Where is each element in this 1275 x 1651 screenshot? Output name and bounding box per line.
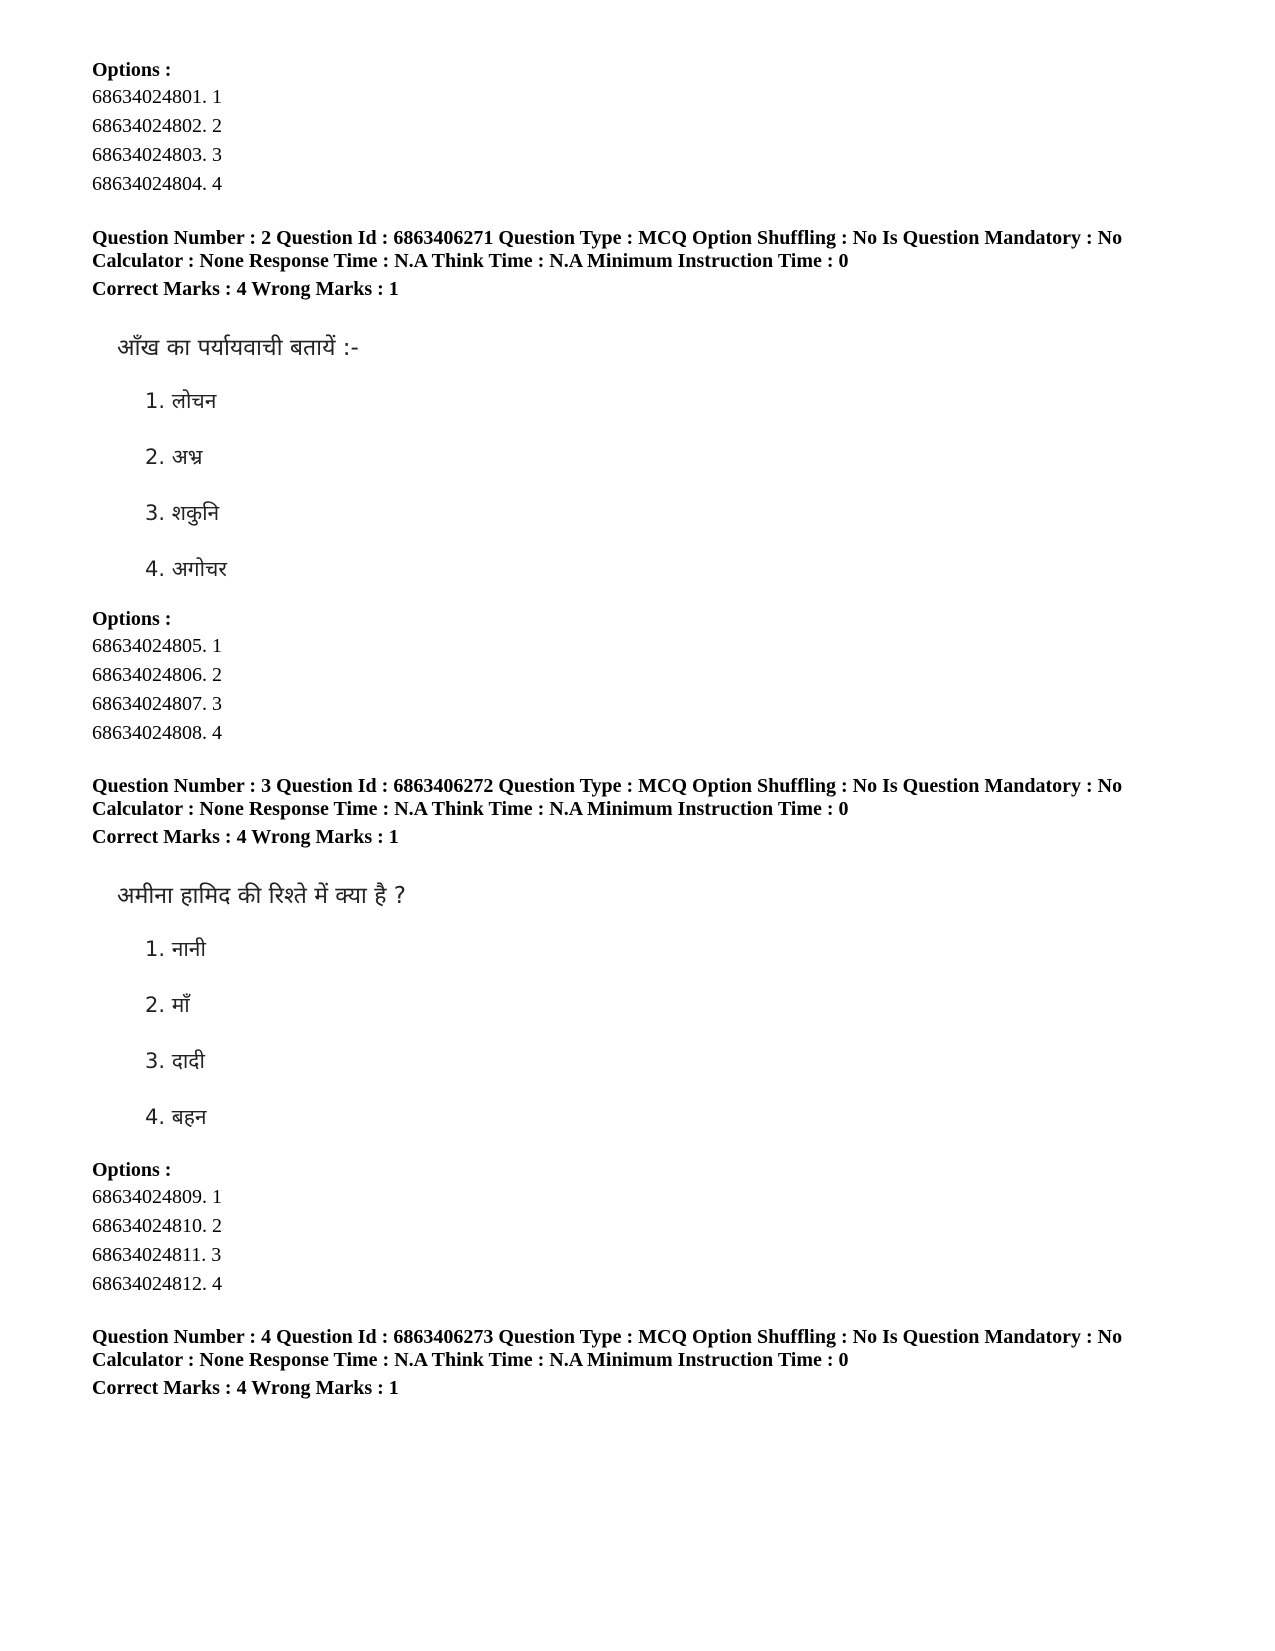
question-meta-line1: Question Number : 3 Question Id : 6863406272 Question Type : MCQ Option Shuffling : No Is Question Mandatory : No (92, 775, 1123, 797)
options-list (92, 1183, 222, 1299)
question-meta-line2: Calculator : None Response Time : N.A Think Time : N.A Minimum Instruction Time : 0 (92, 1349, 849, 1371)
option-id: 68634024806. 2 (92, 664, 222, 686)
question-meta-line1: Question Number : 2 Question Id : 6863406271 Question Type : MCQ Option Shuffling : No Is Question Mandatory : No (92, 227, 1123, 249)
option-id: 68634024801. 1 (92, 86, 222, 108)
question-meta-line1: Question Number : 4 Question Id : 6863406273 Question Type : MCQ Option Shuffling : No Is Question Mandatory : No (92, 1326, 1123, 1348)
question-meta-line2: Calculator : None Response Time : N.A Think Time : N.A Minimum Instruction Time : 0 (92, 250, 849, 272)
option-id: 68634024802. 2 (92, 115, 222, 137)
question-choice: 4. अगोचर (145, 557, 227, 581)
question-marks: Correct Marks : 4 Wrong Marks : 1 (92, 278, 399, 300)
question-choice: 2. अभ्र (145, 445, 203, 469)
options-heading: Options : (92, 1159, 172, 1181)
options-heading: Options : (92, 59, 172, 81)
question-marks: Correct Marks : 4 Wrong Marks : 1 (92, 1377, 399, 1399)
option-id: 68634024808. 4 (92, 722, 222, 744)
question-meta-line2: Calculator : None Response Time : N.A Think Time : N.A Minimum Instruction Time : 0 (92, 798, 849, 820)
option-id: 68634024811. 3 (92, 1244, 222, 1266)
question-choice: 1. नानी (145, 937, 206, 961)
options-list (92, 632, 222, 748)
option-id: 68634024804. 4 (92, 173, 222, 195)
question-choice: 1. लोचन (145, 389, 217, 413)
option-id: 68634024809. 1 (92, 1186, 222, 1208)
option-id: 68634024807. 3 (92, 693, 222, 715)
question-choice: 3. शकुनि (145, 501, 220, 525)
option-id: 68634024810. 2 (92, 1215, 222, 1237)
options-heading: Options : (92, 608, 172, 630)
option-id: 68634024803. 3 (92, 144, 222, 166)
question-choice: 2. माँ (145, 993, 190, 1017)
question-marks: Correct Marks : 4 Wrong Marks : 1 (92, 826, 399, 848)
question-choice: 4. बहन (145, 1105, 207, 1129)
option-id: 68634024805. 1 (92, 635, 222, 657)
options-list (92, 83, 222, 199)
question-text: आँख का पर्यायवाची बतायें :- (117, 335, 359, 361)
question-text: अमीना हामिद की रिश्ते में क्या है ? (117, 883, 406, 909)
question-choice: 3. दादी (145, 1049, 205, 1073)
option-id: 68634024812. 4 (92, 1273, 222, 1295)
